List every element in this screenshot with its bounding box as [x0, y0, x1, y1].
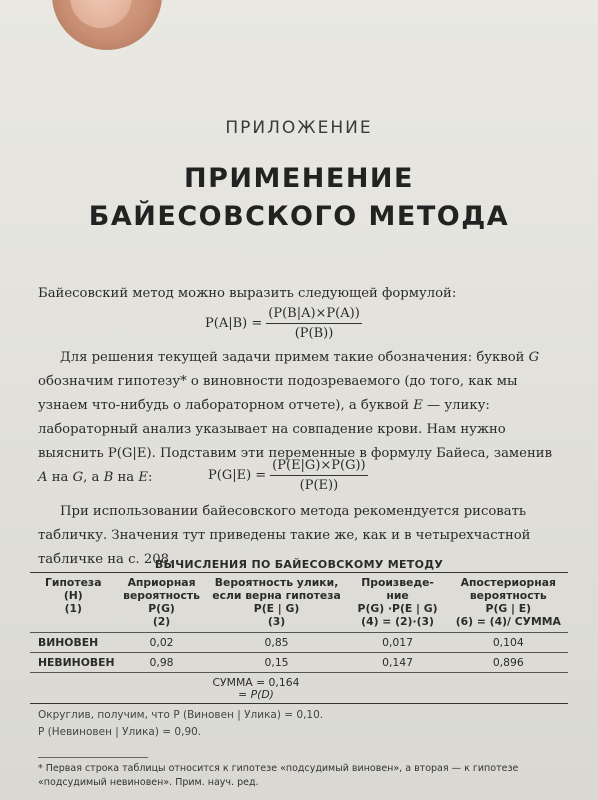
- footnote: * Первая строка таблицы относится к гипотезе «подсудимый виновен», а вторая — к гипотезе «подсудимый невиновен». Прим. науч. ред.: [38, 763, 519, 788]
- notation-paragraph: Для решения текущей задачи примем такие обозначения: буквой G обозначим гипотезу* о виновности подозреваемого (до того, как мы узнаем что-нибудь о лабораторном отчете), а буквой E — улику: лабораторный анализ указывает на совпадение крови. Нам нужно выяснить P(G|E). Подставим эти переменные в формулу Байеса, заменив A на G, а B на E:: [38, 350, 552, 485]
- title-line-1: ПРИМЕНЕНИЕ: [184, 163, 414, 194]
- formula2-fraction: [270, 458, 367, 493]
- formula-lhs: P(A|B) =: [205, 316, 263, 331]
- formula2-numerator: (P(E|G)×P(G)): [270, 458, 367, 476]
- appendix-label: ПРИЛОЖЕНИЕ: [225, 118, 373, 138]
- header-hypothesis: Гипотеза (H) (1): [45, 576, 102, 615]
- intro-text: Байесовский метод можно выразить следующей формулой:: [38, 286, 457, 301]
- bayes-table: [30, 572, 568, 704]
- header-likelihood: Вероятность улики, если верна гипотеза P(E | G) (3): [212, 576, 341, 628]
- rounding-note: Округлив, получим, что P (Виновен | Улика) = 0,10. P (Невиновен | Улика) = 0,90.: [38, 709, 324, 738]
- formula-numerator: (P(B|A)×P(A)): [266, 306, 362, 324]
- bayes-formula-substituted: [208, 458, 368, 493]
- sum-value: СУММА = 0,164 = P(D): [212, 676, 300, 701]
- table-row: ВИНОВЕН 0,02 0,85 0,017 0,104: [30, 633, 568, 653]
- page-title: [0, 160, 598, 236]
- formula-fraction: [266, 306, 362, 341]
- formula-denominator: (P(B)): [294, 326, 334, 341]
- table-header-row: [30, 573, 568, 633]
- formula2-denominator: (P(E)): [299, 478, 339, 493]
- formula2-lhs: P(G|E) =: [208, 468, 267, 483]
- header-posterior: Апостериорная вероятность P(G | E) (6) = (4)/ СУММА: [455, 576, 561, 628]
- header-prior: Априорная вероятность P(G) (2): [123, 576, 200, 628]
- table-intro-paragraph: При использовании байесовского метода рекомендуется рисовать табличку. Значения тут приведены такие же, как и в четырехчастной табличке на с. 208.: [38, 504, 531, 567]
- title-line-2: БАЙЕСОВСКОГО МЕТОДА: [88, 201, 510, 232]
- table-title: ВЫЧИСЛЕНИЯ ПО БАЙЕСОВСКОМУ МЕТОДУ: [154, 558, 444, 571]
- table-sum-row: [30, 673, 568, 704]
- header-product: Произведе- ние P(G) ·P(E | G) (4) = (2)·(3): [357, 576, 438, 628]
- footnote-divider: [38, 757, 148, 758]
- table-row: НЕВИНОВЕН 0,98 0,15 0,147 0,896: [30, 653, 568, 673]
- bayes-formula: [205, 306, 362, 341]
